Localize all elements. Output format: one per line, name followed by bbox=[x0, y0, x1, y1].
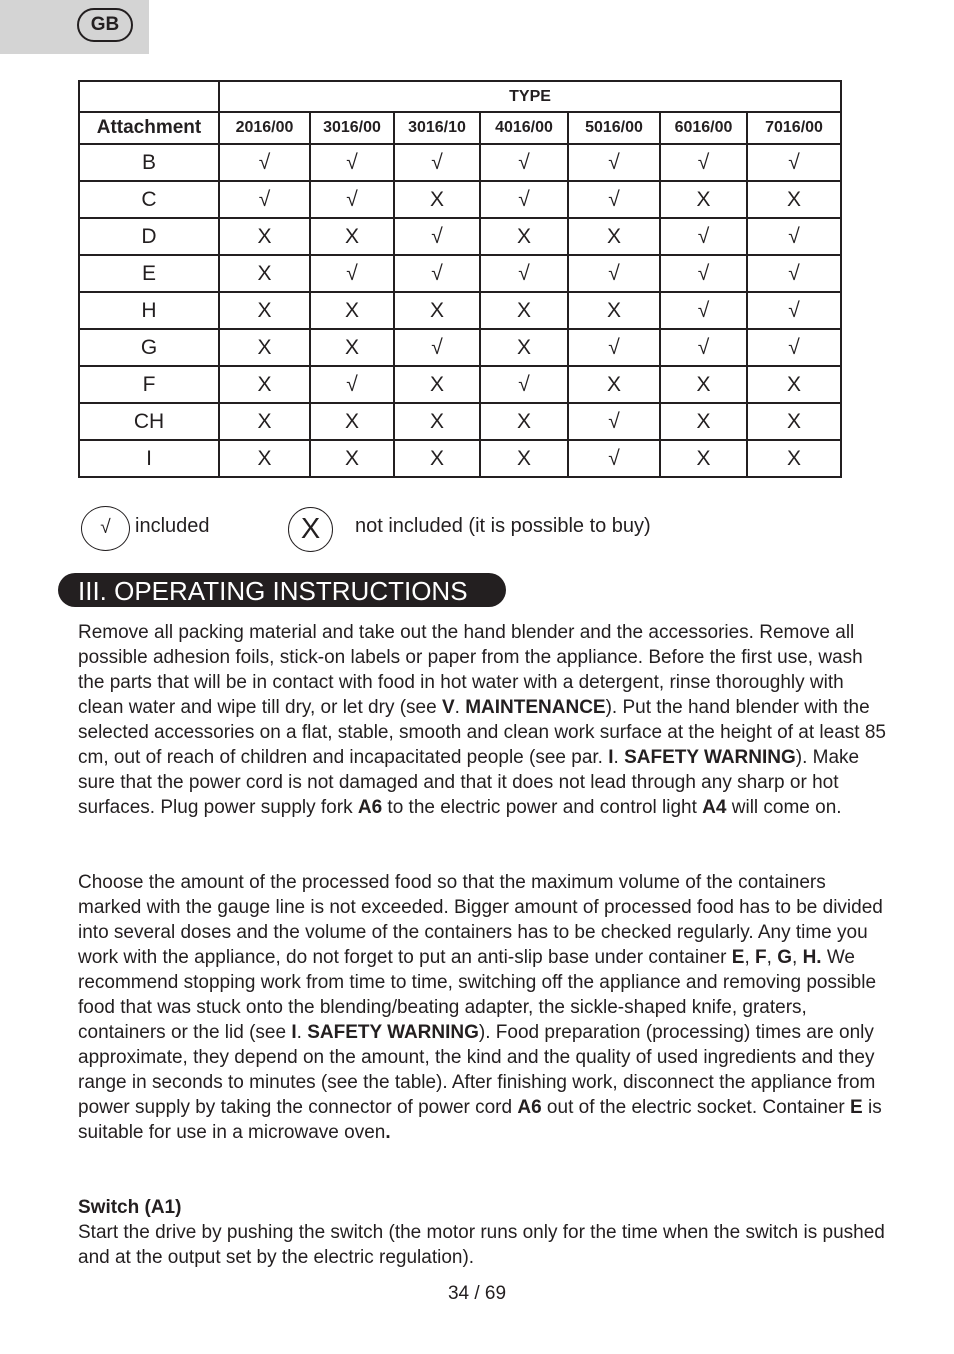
bold-reference: A6 bbox=[517, 1097, 542, 1118]
availability-cell: X bbox=[394, 181, 480, 218]
availability-cell: X bbox=[310, 218, 394, 255]
availability-cell: √ bbox=[394, 144, 480, 181]
availability-cell: √ bbox=[480, 255, 568, 292]
availability-cell: √ bbox=[310, 144, 394, 181]
availability-cell: X bbox=[219, 329, 310, 366]
availability-cell: X bbox=[747, 403, 841, 440]
table-row bbox=[79, 366, 841, 403]
availability-cell: X bbox=[660, 403, 747, 440]
check-symbol: √ bbox=[100, 517, 111, 538]
availability-cell: √ bbox=[660, 329, 747, 366]
attachment-label: E bbox=[79, 255, 219, 292]
bold-reference: SAFETY WARNING bbox=[624, 747, 796, 768]
text-span: to the electric power and control light bbox=[382, 797, 703, 818]
availability-cell: √ bbox=[568, 144, 660, 181]
availability-cell: X bbox=[219, 403, 310, 440]
bold-reference: F bbox=[755, 947, 767, 968]
availability-cell: X bbox=[568, 218, 660, 255]
table-row bbox=[79, 218, 841, 255]
bold-reference: E bbox=[731, 947, 745, 968]
availability-cell: X bbox=[219, 366, 310, 403]
attachment-label: CH bbox=[79, 403, 219, 440]
x-circle-icon bbox=[288, 507, 333, 552]
table-row bbox=[79, 440, 841, 477]
availability-cell: X bbox=[310, 440, 394, 477]
paragraph-switch: Start the drive by pushing the switch (the motor runs only for the time when the switch is pushed and at the output set by the electric regulation). bbox=[78, 1222, 885, 1268]
availability-cell: √ bbox=[310, 181, 394, 218]
legend-included: included bbox=[135, 515, 210, 537]
bold-reference: SAFETY WARNING bbox=[307, 1022, 479, 1043]
availability-cell: X bbox=[310, 292, 394, 329]
availability-cell: √ bbox=[568, 255, 660, 292]
model-header: 6016/00 bbox=[660, 112, 747, 144]
availability-cell: X bbox=[394, 403, 480, 440]
availability-cell: X bbox=[747, 181, 841, 218]
availability-cell: X bbox=[219, 292, 310, 329]
availability-cell: X bbox=[480, 292, 568, 329]
availability-cell: √ bbox=[568, 329, 660, 366]
availability-cell: X bbox=[568, 292, 660, 329]
bold-reference: MAINTENANCE bbox=[465, 697, 606, 718]
text-span: . bbox=[296, 1022, 308, 1043]
availability-cell: X bbox=[660, 181, 747, 218]
bold-reference: H. bbox=[802, 947, 822, 968]
availability-cell: √ bbox=[660, 292, 747, 329]
empty-header-cell bbox=[79, 81, 219, 112]
availability-cell: X bbox=[480, 218, 568, 255]
availability-cell: X bbox=[660, 440, 747, 477]
availability-cell: √ bbox=[310, 366, 394, 403]
model-header: 5016/00 bbox=[568, 112, 660, 144]
availability-cell: √ bbox=[568, 403, 660, 440]
legend-not-included: not included (it is possible to buy) bbox=[355, 515, 651, 537]
availability-cell: √ bbox=[660, 144, 747, 181]
attachment-label: H bbox=[79, 292, 219, 329]
availability-cell: √ bbox=[747, 144, 841, 181]
table-row bbox=[79, 403, 841, 440]
text-span: , bbox=[792, 947, 803, 968]
availability-cell: X bbox=[568, 366, 660, 403]
availability-cell: √ bbox=[568, 181, 660, 218]
availability-cell: √ bbox=[310, 255, 394, 292]
availability-cell: √ bbox=[568, 440, 660, 477]
text-span: Remove all packing material and take out the hand blender and the accessories. Remove all possible adhesion foils, stick-on labels or paper from the appliance. Before the first use, wash the parts that will be in contact with food in hot water with a detergent, rinse thoroughly with clean water and wipe till dry, or let dry (see bbox=[78, 622, 863, 718]
page-number: 34 / 69 bbox=[447, 1283, 507, 1304]
availability-cell: X bbox=[747, 440, 841, 477]
table-row bbox=[79, 181, 841, 218]
table-row bbox=[79, 329, 841, 366]
language-badge: GB bbox=[77, 8, 133, 42]
availability-cell: √ bbox=[480, 181, 568, 218]
attachment-label: F bbox=[79, 366, 219, 403]
attachment-header: Attachment bbox=[79, 112, 219, 144]
text-span: ). Food preparation (processing) times are only approximate, they depend on the amount, the kind and the quality of used ingredients and they range in seconds to minutes (see the table). After finishing work, disconnect the appliance from power supply by taking the connector of power cord bbox=[78, 1022, 876, 1118]
attachment-label: C bbox=[79, 181, 219, 218]
availability-cell: X bbox=[747, 366, 841, 403]
availability-cell: √ bbox=[394, 218, 480, 255]
text-span: ). Make sure that the power cord is not damaged and that it does not lead through any sharp or hot surfaces. Plug power supply fork bbox=[78, 747, 860, 818]
text-span: . bbox=[613, 747, 625, 768]
table-row bbox=[79, 255, 841, 292]
attachment-label: G bbox=[79, 329, 219, 366]
type-header: TYPE bbox=[219, 81, 841, 112]
availability-cell: X bbox=[310, 403, 394, 440]
bold-reference: G bbox=[777, 947, 792, 968]
text-span: . bbox=[454, 697, 466, 718]
availability-cell: √ bbox=[480, 144, 568, 181]
section-title: III. OPERATING INSTRUCTIONS bbox=[58, 573, 506, 607]
table-row bbox=[79, 144, 841, 181]
text-span: We recommend stopping work from time to time, switching off the appliance and removing possible food that was stuck onto the blending/beating adapter, the sickle-shaped knife, graters, containers or the lid (see bbox=[78, 947, 877, 1043]
text-span: , bbox=[766, 947, 778, 968]
availability-cell: √ bbox=[747, 255, 841, 292]
model-header: 4016/00 bbox=[480, 112, 568, 144]
availability-cell: X bbox=[219, 255, 310, 292]
bold-reference: I bbox=[608, 747, 614, 768]
availability-cell: √ bbox=[480, 366, 568, 403]
text-span: out of the electric socket. Container bbox=[541, 1097, 851, 1118]
x-symbol: X bbox=[300, 513, 321, 545]
model-header: 2016/00 bbox=[219, 112, 310, 144]
text-span: , bbox=[744, 947, 756, 968]
paragraph-setup bbox=[78, 620, 888, 820]
check-circle-icon bbox=[81, 506, 130, 551]
availability-cell: X bbox=[480, 440, 568, 477]
paragraph-usage bbox=[78, 870, 888, 1145]
availability-cell: √ bbox=[394, 255, 480, 292]
model-header: 3016/10 bbox=[394, 112, 480, 144]
availability-cell: √ bbox=[660, 218, 747, 255]
availability-cell: √ bbox=[747, 218, 841, 255]
availability-cell: √ bbox=[747, 292, 841, 329]
attachment-label: B bbox=[79, 144, 219, 181]
text-span: is suitable for use in a microwave oven bbox=[78, 1097, 882, 1143]
text-span: Choose the amount of the processed food so that the maximum volume of the containers marked with the gauge line is not exceeded. Bigger amount of processed food has to be divided into several doses and the volume of the containers has to be checked regularly. Any time you work with the appliance, do not forget to put an anti-slip base under container bbox=[78, 872, 883, 968]
model-header: 3016/00 bbox=[310, 112, 394, 144]
bold-reference: E bbox=[850, 1097, 863, 1118]
availability-cell: X bbox=[310, 329, 394, 366]
text-span: will come on. bbox=[726, 797, 842, 818]
table-row bbox=[79, 292, 841, 329]
availability-cell: X bbox=[219, 218, 310, 255]
availability-cell: X bbox=[219, 440, 310, 477]
bold-reference: . bbox=[385, 1122, 391, 1143]
model-header: 7016/00 bbox=[747, 112, 841, 144]
bold-reference: A4 bbox=[702, 797, 727, 818]
availability-cell: √ bbox=[747, 329, 841, 366]
attachment-label: D bbox=[79, 218, 219, 255]
attachment-label: I bbox=[79, 440, 219, 477]
bold-reference: V bbox=[441, 697, 455, 718]
availability-cell: X bbox=[394, 440, 480, 477]
availability-cell: X bbox=[480, 403, 568, 440]
availability-cell: √ bbox=[394, 329, 480, 366]
availability-cell: √ bbox=[219, 144, 310, 181]
bold-reference: A6 bbox=[357, 797, 383, 818]
switch-heading: Switch (A1) bbox=[78, 1197, 182, 1218]
availability-cell: √ bbox=[219, 181, 310, 218]
availability-cell: √ bbox=[660, 255, 747, 292]
bold-reference: I bbox=[291, 1022, 297, 1043]
availability-cell: X bbox=[480, 329, 568, 366]
availability-cell: X bbox=[394, 292, 480, 329]
availability-cell: X bbox=[394, 366, 480, 403]
compatibility-table bbox=[78, 80, 842, 478]
text-span: ). Put the hand blender with the selected accessories on a flat, stable, smooth and clean work surface at the height of at least 85 cm, out of reach of children and incapacitated people (see par. bbox=[78, 697, 886, 768]
availability-cell: X bbox=[660, 366, 747, 403]
